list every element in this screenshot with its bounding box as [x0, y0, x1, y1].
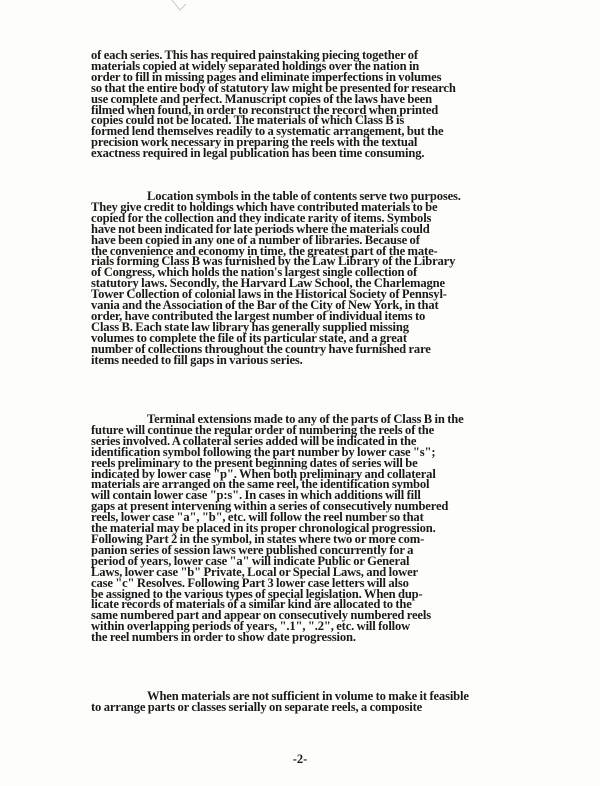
text-line: vania and the Association of the Bar of the City of New York, in that: [91, 298, 439, 313]
text-line: Following Part 2 in the symbol, in states where two or more com-: [91, 531, 425, 546]
text-line: items needed to fill gaps in various series.: [91, 352, 303, 367]
paragraph-4: [91, 691, 563, 713]
text-line: reels preliminary to the present beginning dates of series will be: [91, 455, 418, 470]
text-line: of each series. This has required painstaking piecing together of: [91, 48, 418, 62]
text-line: so that the entire body of statutory law might be presented for research: [91, 80, 456, 95]
text-line: Class B. Each state law library has generally supplied missing: [91, 319, 409, 334]
text-line: be assigned to the various types of special legislation. When dup-: [91, 586, 423, 601]
text-line: of Congress, which holds the nation's largest single collection of: [91, 265, 418, 280]
text-line: order to fill in missing pages and eliminate imperfections in volumes: [91, 69, 442, 84]
paragraph-1: [91, 50, 563, 159]
text-line: statutory laws. Secondly, the Harvard Law School, the Charlemagne: [91, 276, 445, 291]
text-line: same numbered part and appear on consecutively numbered reels: [91, 608, 431, 623]
text-line: Terminal extensions made to any of the parts of Class B in the: [147, 412, 464, 426]
fold-mark-icon: [170, 0, 188, 18]
text-line: identification symbol following the part number by lower case "s";: [91, 444, 436, 459]
text-line: They give credit to holdings which have contributed materials to be: [91, 199, 438, 214]
text-line: gaps at present intervening within a series of consecutively numbered: [91, 499, 449, 514]
text-line: licate records of materials of a similar kind are allocated to the: [91, 597, 412, 612]
text-line: number of collections throughout the country have furnished rare: [91, 341, 431, 356]
text-line: filmed when found, in order to reconstruct the record when printed: [91, 102, 439, 117]
text-line: precision work necessary in preparing the reels with the textual: [91, 135, 418, 150]
text-line: Location symbols in the table of contents serve two purposes.: [147, 189, 461, 203]
page-number: -2-: [292, 752, 308, 766]
text-line: the reel numbers in order to show date progression.: [91, 630, 356, 645]
text-line: future will continue the regular order of numbering the reels of the: [91, 422, 435, 437]
text-line: the convenience and economy in time, the greatest part of the mate-: [91, 243, 438, 258]
text-line: within overlapping periods of years, ".1", ".2", etc. will follow: [91, 619, 411, 634]
text-line: have not been indicated for late periods where the materials could: [91, 221, 430, 236]
text-line: the material may be placed in its proper chronological progression.: [91, 521, 436, 536]
text-line: series involved. A collateral series added will be indicated in the: [91, 433, 417, 448]
text-line: volumes to complete the file of its particular state, and a great: [91, 330, 407, 345]
text-line: exactness required in legal publication has been time consuming.: [91, 146, 425, 161]
text-line: panion series of session laws were published concurrently for a: [91, 542, 414, 557]
text-line: Laws, lower case "b" Private, Local or Special Laws, and lower: [91, 564, 418, 579]
paragraph-2: [91, 191, 563, 366]
text-line: period of years, lower case "a" will indicate Public or General: [91, 553, 410, 568]
text-line: materials are arranged on the same reel, the identification symbol: [91, 477, 430, 492]
text-line: reels, lower case "a", "b", etc. will follow the reel number so that: [91, 510, 424, 525]
text-line: formed lend themselves readily to a systematic arrangement, but the: [91, 124, 444, 139]
text-line: When materials are not sufficient in volume to make it feasible: [147, 689, 469, 703]
text-line: indicated by lower case "p". When both preliminary and collateral: [91, 466, 436, 481]
text-line: copied for the collection and they indicate rarity of items. Symbols: [91, 210, 432, 225]
text-line: have been copied in any one of a number of libraries. Because of: [91, 232, 420, 247]
text-line: to arrange parts or classes serially on separate reels, a composite: [91, 699, 423, 714]
text-line: order, have contributed the largest number of individual items to: [91, 308, 426, 323]
paragraph-3: [91, 414, 563, 643]
text-line: use complete and perfect. Manuscript copies of the laws have been: [91, 91, 432, 106]
text-line: rials forming Class B was furnished by the Law Library of the Library: [91, 254, 456, 269]
text-line: Tower Collection of colonial laws in the Historical Society of Pennsyl-: [91, 287, 447, 302]
text-line: materials copied at widely separated holdings over the nation in: [91, 58, 420, 73]
text-line: copies could not be located. The materials of which Class B is: [91, 113, 405, 128]
text-line: will contain lower case "p:s". In cases in which additions will fill: [91, 488, 421, 503]
text-line: case "c" Resolves. Following Part 3 lower case letters will also: [91, 575, 409, 590]
